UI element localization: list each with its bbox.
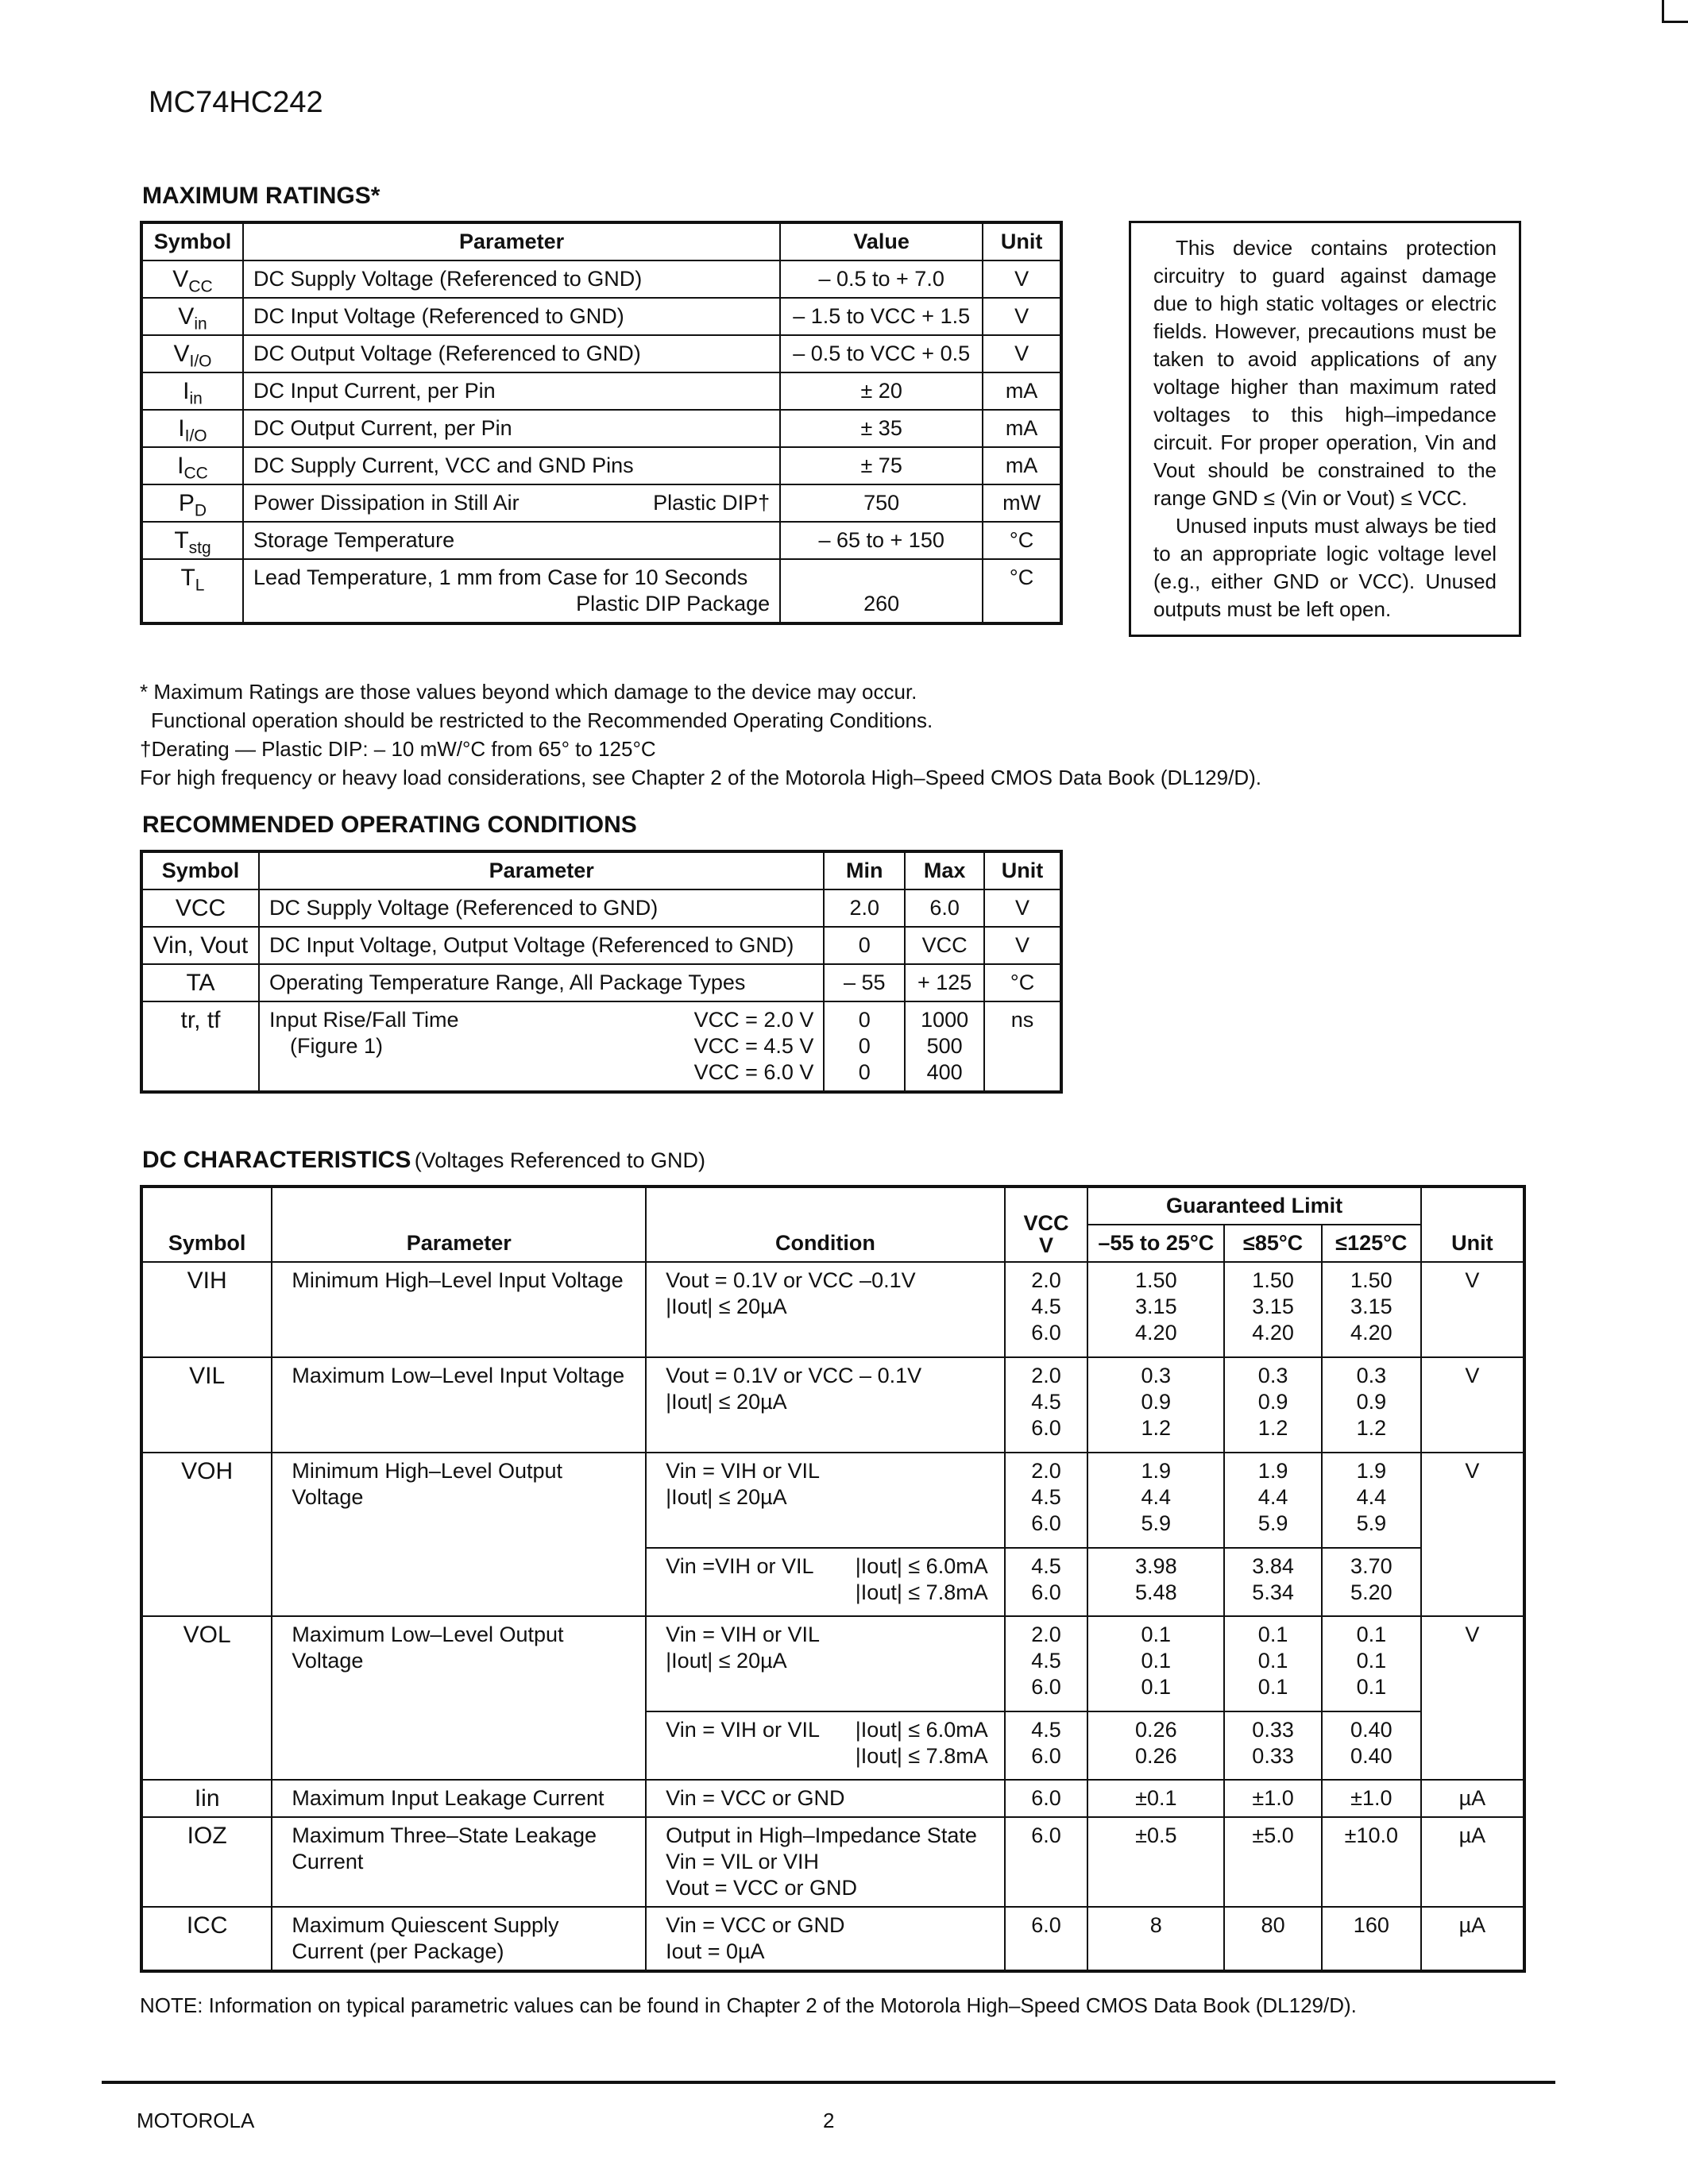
parameter: Maximum Low–Level Input Voltage	[272, 1357, 646, 1453]
protection-note-p2: Unused inputs must always be tied to an appropriate logic voltage level (e.g., either GND or VCC). Unused outputs must be left open.	[1153, 514, 1497, 621]
unit: mW	[983, 484, 1061, 522]
col-min: Min	[824, 851, 905, 889]
col-parameter: Parameter	[243, 222, 780, 260]
vcc: 6.0	[1031, 1511, 1061, 1535]
parameter: Maximum Three–State Leakage Current	[272, 1817, 646, 1907]
parameter: DC Supply Voltage (Referenced to GND)	[259, 889, 824, 927]
min: – 55	[824, 964, 905, 1001]
symbol: ICC	[141, 1907, 272, 1971]
unit: V	[984, 927, 1061, 964]
limit: 0.1	[1257, 1623, 1288, 1646]
limit: 0.1	[1356, 1675, 1387, 1699]
limit: 3.15	[1350, 1295, 1393, 1318]
condition: Vin = VIH or VIL	[666, 1718, 821, 1742]
limit: 0.33	[1252, 1718, 1294, 1742]
parameter: Minimum High–Level Output Voltage	[272, 1453, 646, 1616]
col-temp-1: –55 to 25°C	[1087, 1225, 1224, 1262]
unit: V	[1421, 1262, 1524, 1357]
table-row-voh	[141, 1453, 1524, 1548]
vcc: 2.0	[1031, 1364, 1061, 1387]
symbol: I	[177, 453, 184, 479]
col-max: Max	[905, 851, 984, 889]
condition: VCC = 6.0 V	[693, 1060, 814, 1084]
vcc: 2.0	[1031, 1623, 1061, 1646]
table-row	[141, 484, 1061, 522]
crop-mark-h	[1662, 21, 1688, 23]
limit: 0.1	[1257, 1675, 1288, 1699]
parameter: Minimum High–Level Input Voltage	[272, 1262, 646, 1357]
limit: 0.9	[1257, 1390, 1288, 1414]
table-row	[141, 522, 1061, 559]
table-row	[141, 559, 1061, 623]
limit: 1.9	[1257, 1459, 1288, 1483]
limit: 0.1	[1257, 1649, 1288, 1673]
limit: 4.4	[1257, 1485, 1288, 1509]
unit: V	[1421, 1357, 1524, 1453]
table-row-ioz	[141, 1817, 1524, 1907]
table-row	[141, 260, 1061, 298]
limit: 4.4	[1141, 1485, 1172, 1509]
limit: 0.40	[1350, 1718, 1393, 1742]
note-line: * Maximum Ratings are those values beyond which damage to the device may occur.	[140, 680, 917, 704]
symbol: T	[174, 527, 189, 554]
symbol-sub: D	[194, 501, 207, 520]
symbol: V	[178, 303, 195, 330]
parameter: DC Input Voltage, Output Voltage (Referenced to GND)	[259, 927, 824, 964]
symbol: I	[178, 415, 185, 442]
page-number: 2	[823, 2109, 835, 2132]
limit: 0.3	[1141, 1364, 1172, 1387]
crop-mark	[1662, 0, 1664, 22]
limit: 0.1	[1356, 1623, 1387, 1646]
footer-rule	[102, 2081, 1555, 2084]
limit: 5.9	[1356, 1511, 1387, 1535]
limit: 1.50	[1350, 1268, 1393, 1292]
symbol: T	[180, 565, 195, 591]
condition: Vin = VCC or GND	[646, 1780, 1005, 1817]
dc-table	[140, 1185, 1526, 1973]
unit: V	[983, 335, 1061, 372]
unit: V	[1421, 1616, 1524, 1780]
vcc: 4.5	[1031, 1649, 1061, 1673]
parameter: DC Input Current, per Pin	[243, 372, 780, 410]
vcc: 4.5	[1031, 1718, 1061, 1742]
limit: 5.48	[1135, 1580, 1177, 1604]
limit: ±1.0	[1224, 1780, 1322, 1817]
table-header-row	[141, 851, 1061, 889]
max: 500	[926, 1034, 963, 1058]
condition: Vin = VCC or GND	[666, 1913, 845, 1937]
value: 750	[780, 484, 983, 522]
unit: V	[984, 889, 1061, 927]
symbol: TA	[141, 964, 259, 1001]
parameter: DC Input Voltage (Referenced to GND)	[243, 298, 780, 335]
value: 260	[780, 559, 983, 623]
vcc: 2.0	[1031, 1459, 1061, 1483]
col-guaranteed-limit: Guaranteed Limit	[1087, 1187, 1420, 1225]
value: – 65 to + 150	[780, 522, 983, 559]
note-line: For high frequency or heavy load considerations, see Chapter 2 of the Motorola High–Speed CMOS Data Book (DL129/D).	[140, 766, 1261, 789]
limit: 3.15	[1252, 1295, 1294, 1318]
col-symbol: Symbol	[141, 1187, 272, 1262]
min: 0	[858, 1008, 871, 1032]
symbol: VOH	[141, 1453, 272, 1616]
symbol: I	[183, 378, 190, 404]
condition: Iout = 0µA	[666, 1939, 765, 1963]
symbol: V	[173, 341, 190, 367]
unit: mA	[983, 410, 1061, 447]
limit: 3.70	[1350, 1554, 1393, 1578]
limit: 0.3	[1257, 1364, 1288, 1387]
table-row-vol	[141, 1616, 1524, 1711]
dc-note: NOTE: Information on typical parametric values can be found in Chapter 2 of the Motorola High–Speed CMOS Data Book (DL129/D).	[140, 1993, 1357, 2017]
max-ratings-table	[140, 221, 1063, 625]
condition: |Iout| ≤ 20µA	[666, 1390, 787, 1414]
col-temp-3: ≤125°C	[1322, 1225, 1421, 1262]
unit: V	[983, 260, 1061, 298]
limit: 4.20	[1135, 1321, 1177, 1345]
vcc: 6.0	[1005, 1780, 1088, 1817]
col-temp-2: ≤85°C	[1224, 1225, 1322, 1262]
unit: µA	[1421, 1780, 1524, 1817]
protection-note-p1: This device contains protection circuitry to guard against damage due to high static voltages or electric fields. However, precautions must be taken to avoid applications of any voltage higher than maximum rated voltages to this high–impedance circuit. For proper operation, Vin and Vout should be constrained to the range GND ≤ (Vin or Vout) ≤ VCC.	[1153, 236, 1497, 510]
max: 6.0	[905, 889, 984, 927]
symbol-sub: I/O	[189, 352, 212, 371]
unit: ns	[984, 1001, 1061, 1092]
limit: 0.1	[1141, 1623, 1172, 1646]
symbol: V	[172, 266, 189, 292]
parameter: Input Rise/Fall Time	[268, 1008, 459, 1032]
limit: 3.98	[1135, 1554, 1177, 1578]
parameter: Lead Temperature, 1 mm from Case for 10 Seconds	[253, 565, 748, 589]
symbol-sub: CC	[188, 277, 213, 296]
unit: °C	[983, 559, 1061, 623]
parameter: Operating Temperature Range, All Package Types	[259, 964, 824, 1001]
limit: 80	[1224, 1907, 1322, 1971]
parameter-package: Plastic DIP Package	[576, 592, 771, 615]
vcc: 4.5	[1031, 1485, 1061, 1509]
symbol-sub: in	[194, 314, 207, 334]
value: – 1.5 to VCC + 1.5	[780, 298, 983, 335]
rec-op-title: RECOMMENDED OPERATING CONDITIONS	[142, 812, 637, 838]
condition: |Iout| ≤ 7.8mA	[855, 1580, 988, 1604]
condition: Vin = VIL or VIH	[666, 1850, 820, 1873]
col-unit: Unit	[984, 851, 1061, 889]
limit: 1.9	[1141, 1459, 1172, 1483]
limit: 5.20	[1350, 1580, 1393, 1604]
table-row	[141, 335, 1061, 372]
table-row-vih	[141, 1262, 1524, 1357]
col-parameter: Parameter	[259, 851, 824, 889]
col-unit: Unit	[1421, 1187, 1524, 1262]
unit: °C	[984, 964, 1061, 1001]
vcc: 4.5	[1031, 1554, 1061, 1578]
parameter: Maximum Input Leakage Current	[272, 1780, 646, 1817]
condition: Vout = 0.1V or VCC – 0.1V	[666, 1364, 922, 1387]
rec-op-table	[140, 850, 1063, 1094]
table-row	[141, 410, 1061, 447]
col-symbol: Symbol	[141, 222, 243, 260]
symbol: IOZ	[141, 1817, 272, 1907]
symbol: VCC	[141, 889, 259, 927]
table-row	[141, 447, 1061, 484]
symbol: VIL	[141, 1357, 272, 1453]
unit: µA	[1421, 1907, 1524, 1971]
limit: 1.2	[1356, 1416, 1387, 1440]
unit: µA	[1421, 1817, 1524, 1907]
table-row	[141, 889, 1061, 927]
limit: ±0.5	[1087, 1817, 1224, 1907]
vcc: 4.5	[1031, 1295, 1061, 1318]
value: ± 35	[780, 410, 983, 447]
unit: V	[1421, 1453, 1524, 1616]
max: 400	[926, 1060, 963, 1084]
parameter: Power Dissipation in Still Air	[253, 491, 520, 515]
parameter: DC Supply Voltage (Referenced to GND)	[243, 260, 780, 298]
vcc: 6.0	[1005, 1817, 1088, 1907]
max-ratings-title: MAXIMUM RATINGS*	[142, 183, 380, 209]
vcc: 4.5	[1031, 1390, 1061, 1414]
limit: 0.1	[1356, 1649, 1387, 1673]
condition: |Iout| ≤ 20µA	[666, 1649, 787, 1673]
parameter: Maximum Low–Level Output Voltage	[272, 1616, 646, 1780]
limit: 4.20	[1252, 1321, 1294, 1345]
symbol-sub: CC	[183, 464, 208, 483]
vcc: 6.0	[1031, 1675, 1061, 1699]
limit: 5.9	[1257, 1511, 1288, 1535]
limit: 0.33	[1252, 1744, 1294, 1768]
table-row	[141, 298, 1061, 335]
limit: 5.9	[1141, 1511, 1172, 1535]
min: 0	[824, 927, 905, 964]
limit: 1.9	[1356, 1459, 1387, 1483]
max: 1000	[921, 1008, 969, 1032]
symbol-sub: in	[189, 389, 203, 408]
max: + 125	[905, 964, 984, 1001]
condition: Output in High–Impedance State	[666, 1823, 977, 1847]
limit: 1.50	[1252, 1268, 1294, 1292]
vcc: 6.0	[1031, 1744, 1061, 1768]
table-row-vil	[141, 1357, 1524, 1453]
col-condition: Condition	[646, 1187, 1005, 1262]
parameter-package: Plastic DIP†	[653, 491, 771, 515]
vcc: 2.0	[1031, 1268, 1061, 1292]
col-unit: Unit	[983, 222, 1061, 260]
limit: ±0.1	[1087, 1780, 1224, 1817]
limit: 0.9	[1141, 1390, 1172, 1414]
condition: |Iout| ≤ 6.0mA	[855, 1718, 988, 1742]
table-row-icc	[141, 1907, 1524, 1971]
symbol: Iin	[141, 1780, 272, 1817]
symbol-sub: stg	[188, 538, 211, 558]
value: – 0.5 to + 7.0	[780, 260, 983, 298]
dc-title: DC CHARACTERISTICS	[142, 1147, 411, 1173]
limit: 5.34	[1252, 1580, 1294, 1604]
condition: Vout = 0.1V or VCC –0.1V	[666, 1268, 916, 1292]
limit: ±1.0	[1322, 1780, 1421, 1817]
limit: 1.2	[1257, 1416, 1288, 1440]
symbol-sub: I/O	[184, 426, 207, 446]
vcc: 6.0	[1031, 1321, 1061, 1345]
dc-subtitle: (Voltages Referenced to GND)	[414, 1148, 705, 1172]
condition: Vin = VIH or VIL	[666, 1459, 821, 1483]
table-header-row	[141, 222, 1061, 260]
max: VCC	[905, 927, 984, 964]
part-number: MC74HC242	[149, 86, 323, 119]
parameter: DC Output Voltage (Referenced to GND)	[243, 335, 780, 372]
vcc: 6.0	[1031, 1580, 1061, 1604]
dc-title-line	[142, 1147, 705, 1174]
condition: VCC = 4.5 V	[693, 1034, 814, 1058]
condition: Vin =VIH or VIL	[666, 1554, 814, 1578]
value: – 0.5 to VCC + 0.5	[780, 335, 983, 372]
limit: 4.20	[1350, 1321, 1393, 1345]
parameter: Maximum Quiescent Supply Current (per Package)	[272, 1907, 646, 1971]
condition: Vin = VIH or VIL	[666, 1623, 821, 1646]
min: 0	[858, 1034, 871, 1058]
limit: 0.1	[1141, 1675, 1172, 1699]
limit: 8	[1087, 1907, 1224, 1971]
limit: 1.2	[1141, 1416, 1172, 1440]
table-row	[141, 927, 1061, 964]
vcc: 6.0	[1031, 1416, 1061, 1440]
limit: ±10.0	[1322, 1817, 1421, 1907]
symbol: VIH	[141, 1262, 272, 1357]
condition: |Iout| ≤ 20µA	[666, 1485, 787, 1509]
max-ratings-notes	[140, 677, 1261, 792]
limit: 0.40	[1350, 1744, 1393, 1768]
symbol-sub: L	[195, 576, 205, 595]
value: ± 75	[780, 447, 983, 484]
col-vcc-unit: V	[1039, 1233, 1054, 1257]
limit: 0.26	[1135, 1744, 1177, 1768]
limit: 0.3	[1356, 1364, 1387, 1387]
limit: 0.1	[1141, 1649, 1172, 1673]
min: 0	[858, 1060, 871, 1084]
condition: |Iout| ≤ 6.0mA	[855, 1554, 988, 1578]
condition: Vout = VCC or GND	[666, 1876, 858, 1900]
parameter: DC Output Current, per Pin	[243, 410, 780, 447]
table-row	[141, 372, 1061, 410]
condition: |Iout| ≤ 7.8mA	[855, 1744, 988, 1768]
min: 2.0	[824, 889, 905, 927]
col-vcc: VCC	[1023, 1211, 1069, 1235]
parameter: DC Supply Current, VCC and GND Pins	[243, 447, 780, 484]
parameter-figure: (Figure 1)	[289, 1034, 384, 1058]
limit: 1.50	[1135, 1268, 1177, 1292]
limit: 160	[1322, 1907, 1421, 1971]
limit: 3.15	[1135, 1295, 1177, 1318]
unit: V	[983, 298, 1061, 335]
limit: ±5.0	[1224, 1817, 1322, 1907]
note-line: †Derating — Plastic DIP: – 10 mW/°C from 65° to 125°C	[140, 737, 656, 761]
note-line: Functional operation should be restricted to the Recommended Operating Conditions.	[151, 708, 933, 732]
condition: |Iout| ≤ 20µA	[666, 1295, 787, 1318]
unit: mA	[983, 372, 1061, 410]
table-header-row	[141, 1187, 1524, 1225]
table-row	[141, 1001, 1061, 1092]
value: ± 20	[780, 372, 983, 410]
limit: 0.9	[1356, 1390, 1387, 1414]
limit: 4.4	[1356, 1485, 1387, 1509]
table-row	[141, 964, 1061, 1001]
symbol: VOL	[141, 1616, 272, 1780]
limit: 0.26	[1135, 1718, 1177, 1742]
parameter: Storage Temperature	[243, 522, 780, 559]
col-value: Value	[780, 222, 983, 260]
symbol: Vin, Vout	[141, 927, 259, 964]
col-symbol: Symbol	[141, 851, 259, 889]
col-parameter: Parameter	[272, 1187, 646, 1262]
symbol: P	[178, 490, 195, 516]
limit: 3.84	[1252, 1554, 1294, 1578]
protection-note	[1129, 221, 1521, 637]
footer-brand: MOTOROLA	[137, 2109, 255, 2132]
vcc: 6.0	[1005, 1907, 1088, 1971]
unit: mA	[983, 447, 1061, 484]
unit: °C	[983, 522, 1061, 559]
condition: VCC = 2.0 V	[693, 1008, 814, 1032]
symbol: tr, tf	[141, 1001, 259, 1092]
table-row-iin	[141, 1780, 1524, 1817]
